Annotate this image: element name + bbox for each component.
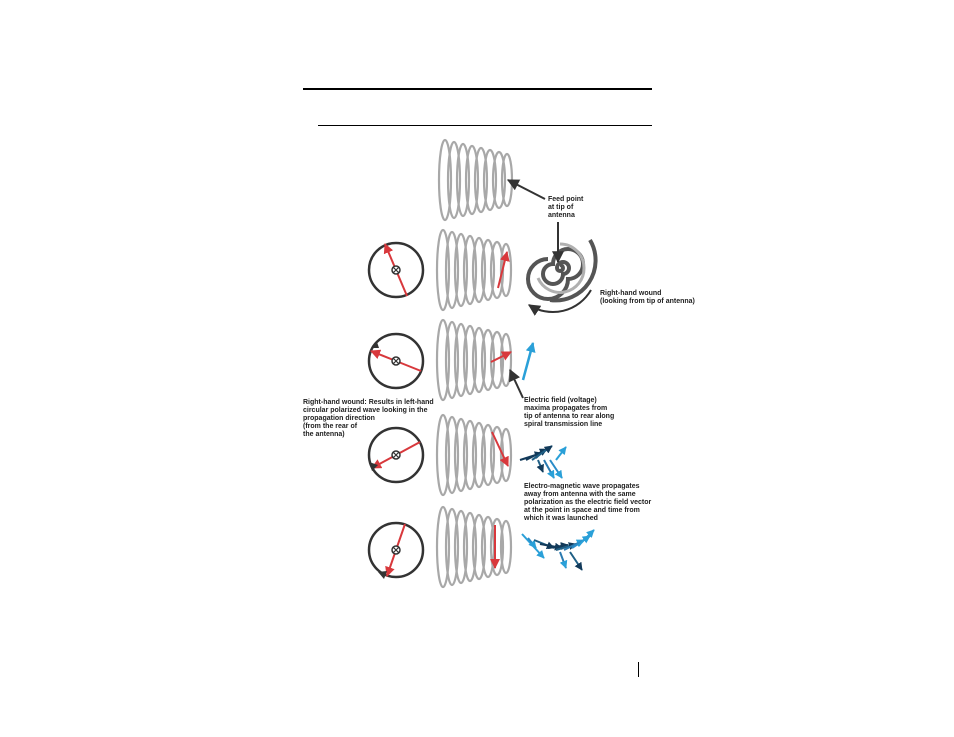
electric-field-arrow [510,370,523,398]
helix-coil-icon [437,230,511,310]
polarization-circle-icon [369,243,423,297]
cross-symbol-icon [392,546,400,554]
spiral-icon [528,222,596,312]
right-hand-wound-label: Right-hand wound (looking from tip of antenna) [600,290,695,305]
left-hand-caption: Right-hand wound: Results in left-hand circular polarized wave looking in the propagation direction (from the rear of the antenna) [303,399,434,438]
polarization-circle-icon [369,334,423,388]
helix-coil-icon [437,507,511,587]
cross-symbol-icon [392,357,400,365]
feed-point-arrow [508,180,545,199]
cross-symbol-icon [392,266,400,274]
feed-point-label: Feed point at tip of antenna [548,196,584,219]
helix-coil-icon [437,415,511,495]
em-wave-label: Electro-magnetic wave propagates away from antenna with the same polarization as the electric field vector at the point in space and time from which it was launched [524,483,652,522]
wave-arrow-icon [520,446,566,478]
electric-field-label: Electric field (voltage) maxima propagates from tip of antenna to rear along spiral transmission line [524,397,615,428]
wave-arrow-icon [522,530,594,570]
polarization-circle-icon [369,523,423,579]
cross-symbol-icon [392,451,400,459]
helix-coil-icon [439,140,512,220]
helix-coil-icon [437,320,511,400]
wave-arrow-icon [523,343,533,380]
